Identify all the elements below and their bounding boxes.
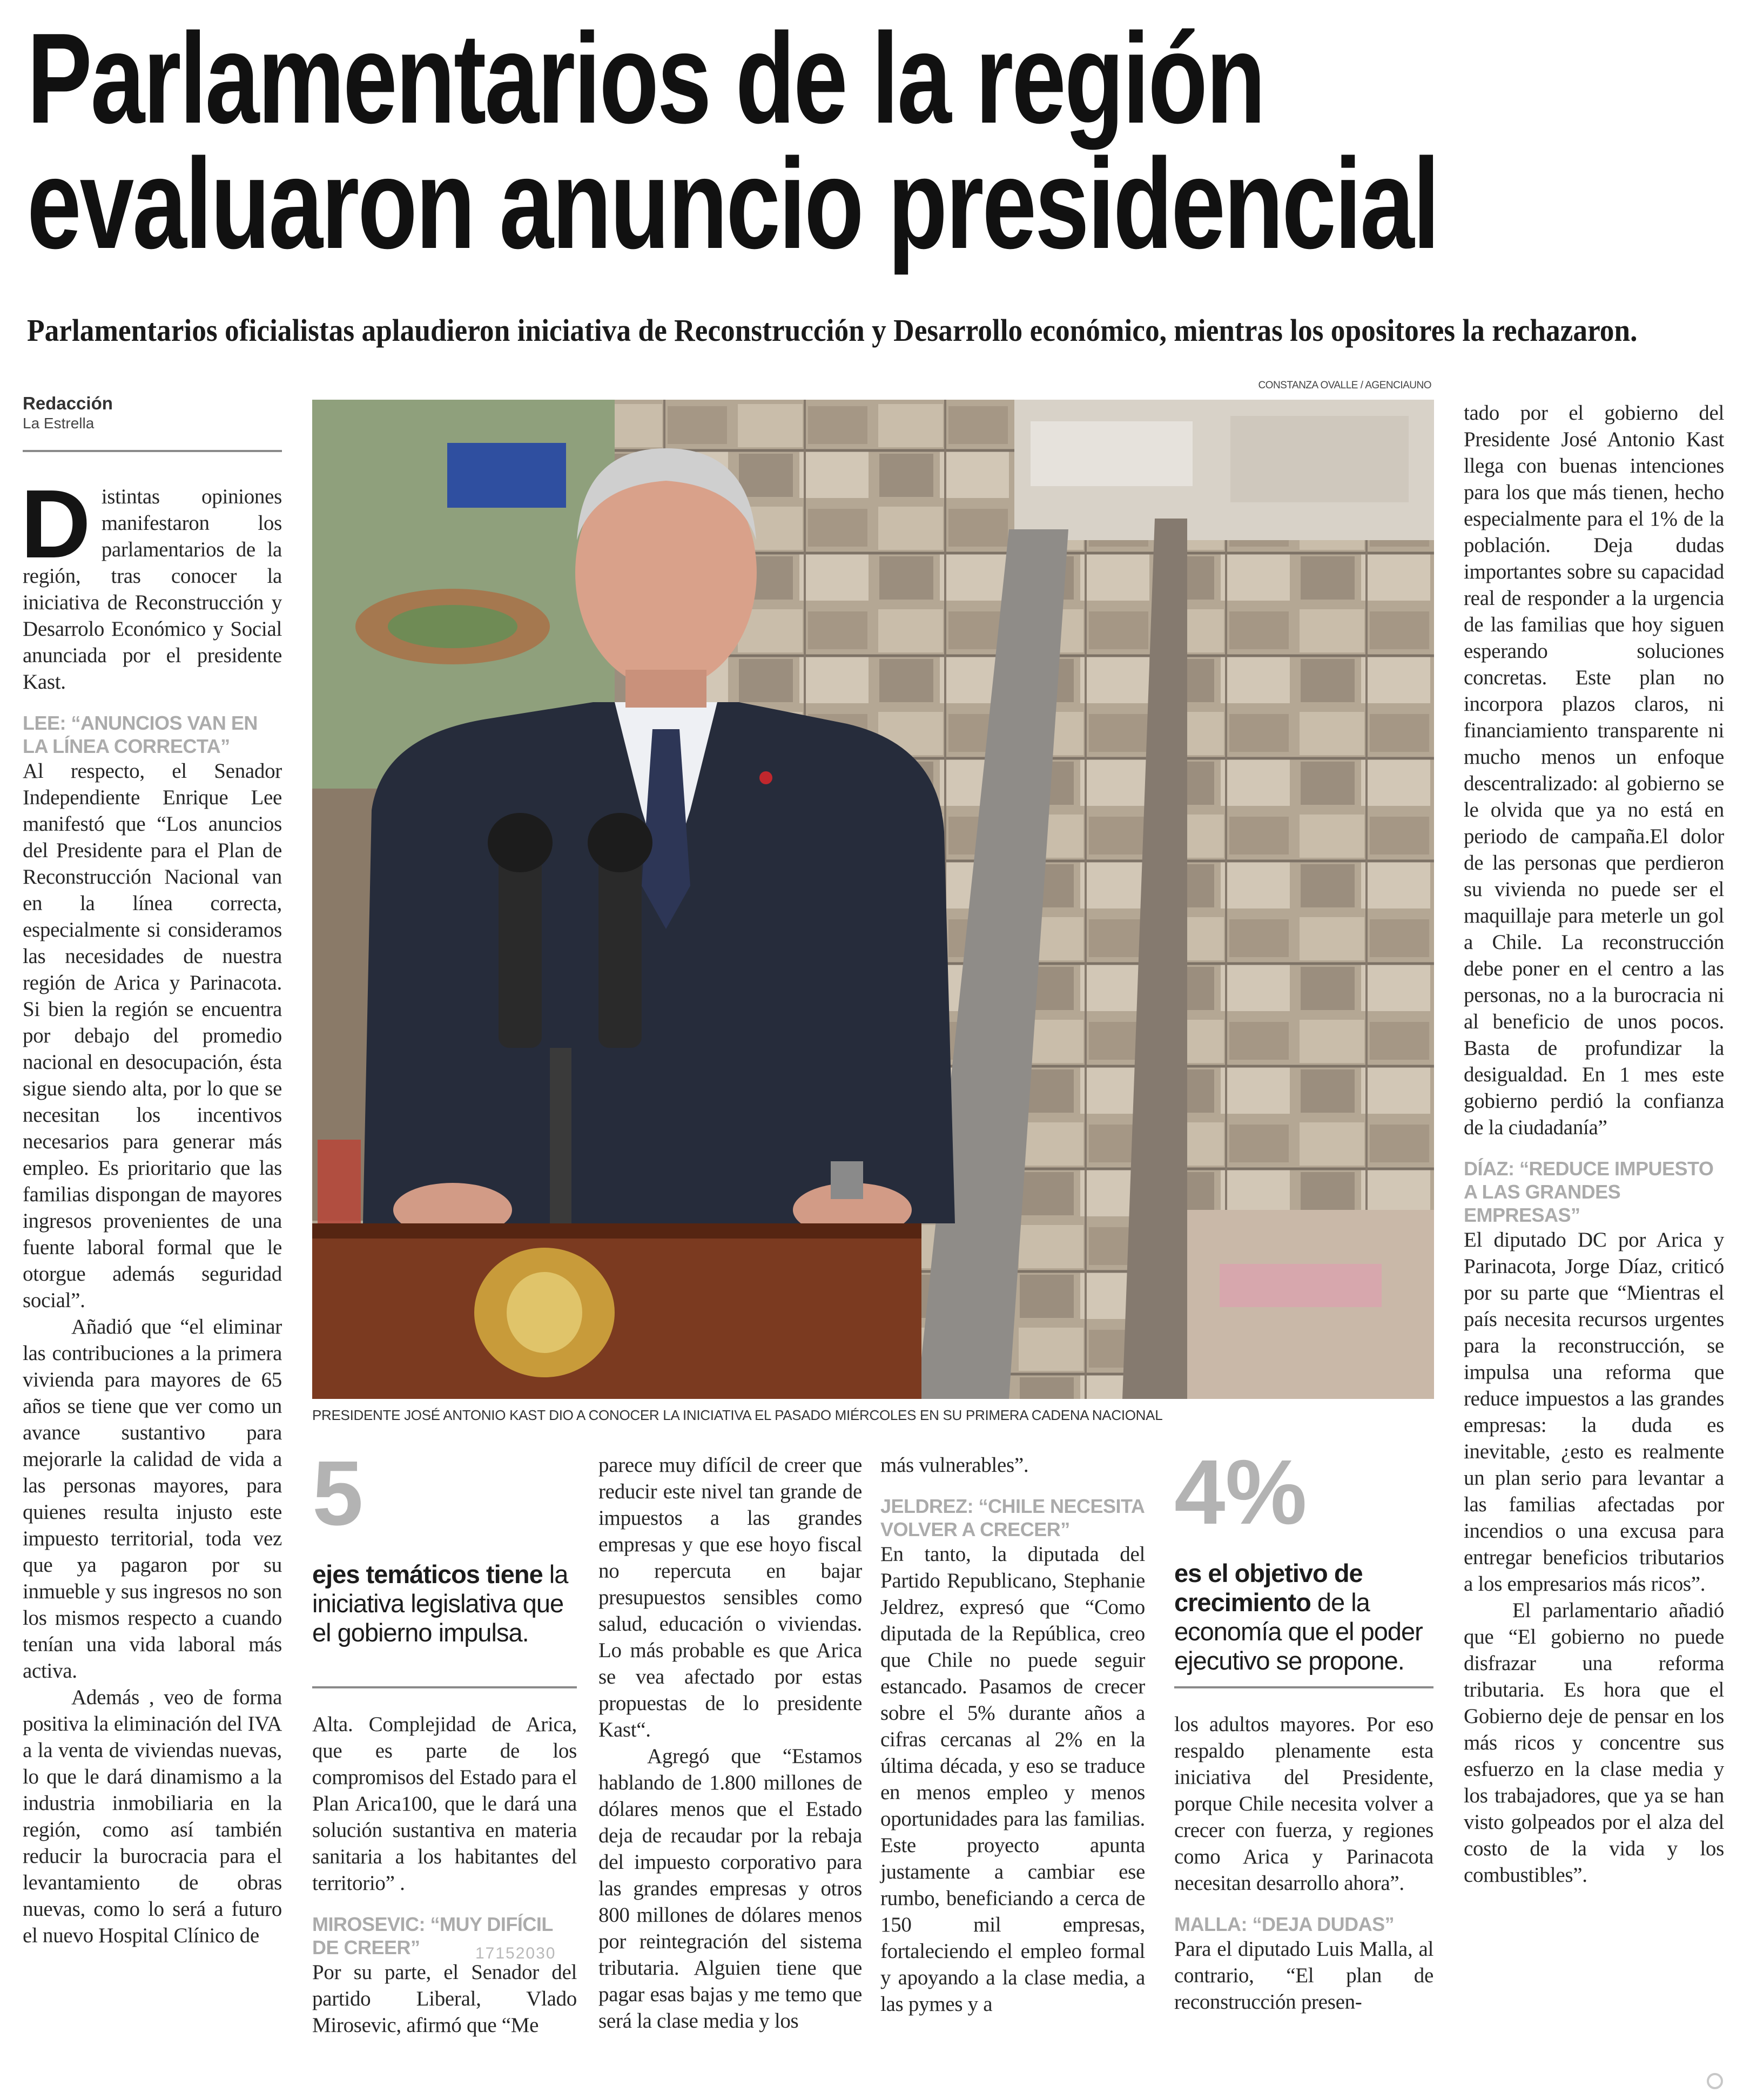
column-3 [598, 1452, 862, 2034]
factbox-rest: la iniciativa legislativa que el gobierno impulsa. [312, 1560, 568, 1647]
intro-paragraph [21, 470, 282, 695]
article-photo [312, 400, 1434, 1399]
column-2 [312, 1711, 577, 2038]
paragraph: Agregó que “Estamos hablando de 1.800 millones de dólares menos que el Estado deja de recaudar por la rebaja del impuesto corporativo para las grandes empresas y otros 800 millones de dólares menos por reintegración del sistema tributaria. Alguien tiene que pagar esas bajas y me temo que será la clase media y los [598, 1745, 862, 2032]
paragraph: Para el diputado Luis Malla, al contrario, “El plan de reconstrucción presen- [1174, 1937, 1433, 2014]
paragraph: Por su parte, el Senador del partido Liberal, Vlado Mirosevic, afirmó que “Me [312, 1961, 577, 2037]
byline-author: Redacción [23, 393, 113, 413]
photo-credit: CONSTANZA OVALLE / AGENCIAUNO [1258, 380, 1431, 391]
factbox-text [312, 1560, 577, 1647]
paragraph: El parlamentario añadió que “El gobierno no puede disfrazar una reforma tributaria. Es hora que el Gobierno deje de pensar en los más ricos y concentre sus esfuerzo en la clase media y los trabajadores, que ya se han visto golpeados por el alza del costo de la vida y los combustibles”. [1464, 1599, 1724, 1887]
paragraph: los adultos mayores. Por eso respaldo plenamente esta iniciativa del Presidente, porque Chile necesita volver a crecer con fuerza, y regiones como Arica y Parinacota necesitan desarrollo ahora”. [1174, 1713, 1433, 1895]
headline [27, 7, 1438, 275]
big-number: 5 [312, 1442, 364, 1545]
subheading-diaz: DÍAZ: “REDUCE IMPUESTO A LAS GRANDES EMPRESAS” [1464, 1157, 1714, 1226]
factbox-bold: ejes temáticos tiene [312, 1560, 543, 1589]
paragraph: Al respecto, el Senador Independiente Enrique Lee manifestó que “Los anuncios del Presidente para el Plan de Reconstrucción Nacional van en la línea correcta, especialmente si consideramos las necesidades de nuestra región de Arica y Parinacota. Si bien la región se encuentra por debajo del promedio nacional en desocupación, ésta sigue siendo alta, por lo que se necesitan los incentivos necesarios para generar más empleo. Es prioritario que las familias dispongan de mayores ingresos provenientes de una fuente laboral formal que le otorgue además seguridad social”. [23, 759, 282, 1312]
subtitle: Parlamentarios oficialistas aplaudieron iniciativa de Reconstrucción y Desarrollo económico, mientras los opositores la rechazaron. [27, 313, 1638, 348]
column-4 [880, 1452, 1145, 2017]
subheading-malla: MALLA: “DEJA DUDAS” [1174, 1913, 1395, 1935]
subheading-lee: LEE: “ANUNCIOS VAN EN LA LÍNEA CORRECTA” [23, 712, 258, 757]
headline-line-2: evaluaron anuncio presidencial [27, 132, 1438, 275]
paragraph: más vulnerables”. [880, 1453, 1029, 1477]
subheading-jeldrez: JELDREZ: “CHILE NECESITA VOLVER A CRECER” [880, 1495, 1145, 1540]
subheading-mirosevic: MIROSEVIC: “MUY DIFÍCIL DE CREER” [312, 1913, 553, 1958]
factbox-rest: de la economía que el poder ejecutivo se propone. [1174, 1588, 1423, 1675]
factbox-5 [312, 1442, 577, 1647]
factbox-divider [312, 1686, 577, 1688]
intro-text: istintas opiniones manifestaron los parlamentarios de la región, tras conocer la iniciativa de Reconstrucción y Desarrolo Económico y Social anunciada por el presidente Kast. [23, 485, 282, 694]
drop-cap: D [21, 470, 91, 578]
photo-caption: PRESIDENTE JOSÉ ANTONIO KAST DIO A CONOCER LA INICIATIVA EL PASADO MIÉRCOLES EN SU PRIMERA CADENA NACIONAL [312, 1407, 1163, 1423]
headline-line-1: Parlamentarios de la región [27, 7, 1264, 150]
photo-illustration [312, 400, 1434, 1399]
column-1 [21, 470, 282, 1949]
paragraph: Alta. Complejidad de Arica, que es parte de los compromisos del Estado para el Plan Arica100, que le dará una solución sustantiva en materia sanitaria a los habitantes del territorio” . [312, 1713, 577, 1895]
end-of-article-icon [1707, 2073, 1723, 2089]
big-number: 4% [1174, 1441, 1307, 1544]
factbox-4-percent [1174, 1441, 1433, 1675]
paragraph: Añadió que “el eliminar las contribuciones a la primera vivienda para mayores de 65 años se tiene que ver como un avance sustantivo para mejorarle la calidad de vida a las personas mayores, para quienes resulta injusto este impuesto territorial, toda vez que ya pagaron por su inmueble y sus ingresos no son los mismos respecto a cuando tenían una vida laboral más activa. [23, 1315, 282, 1682]
byline [23, 393, 113, 432]
paragraph: El diputado DC por Arica y Parinacota, Jorge Díaz, criticó por su parte que “Mientras el país necesita recursos urgentes para la reconstrucción, se impulsa una reforma que reduce impuestos a las grandes empresas: la duda es inevitable, ¿esto es realmente un plan serio para levantar a las familias afectadas por incendios o una excusa para entregar beneficios tributarios a los empresarios más ricos”. [1464, 1228, 1724, 1596]
byline-outlet: La Estrella [23, 415, 95, 432]
factbox-divider [1174, 1686, 1433, 1688]
factbox-text [1174, 1559, 1433, 1675]
column-5 [1174, 1711, 1433, 2015]
watermark-code: 17152030 [475, 1944, 556, 1962]
paragraph: En tanto, la diputada del Partido Republicano, Stephanie Jeldrez, expresó que “Como diputada de la República, creo que Chile no puede seguir estancado. Pasamos de crecer sobre el 5% durante años a cifras cercanas al 2% en la última década, y eso se traduce en menos empleo y menos oportunidades para las familias. Este proyecto apunta justamente a cambiar ese rumbo, beneficiando a cerca de 150 mil empresas, fortaleciendo el empleo formal y apoyando a la clase media, a las pymes y a [880, 1543, 1145, 2016]
factbox-bold: es el objetivo de crecimiento [1174, 1559, 1363, 1617]
paragraph: tado por el gobierno del Presidente José Antonio Kast llega con buenas intenciones para los que más tienen, hecho especialmente para el 1% de la población. Deja dudas importantes sobre su capacidad real de responder a la urgencia de las familias que hoy siguen esperando soluciones concretas. Este plan no incorpora plazos claros, ni financiamiento transparente ni mucho menos un enfoque descentralizado: al gobierno se le olvida que ya no está en periodo de campaña.El dolor de las personas que perdieron su vivienda no puede ser el maquillaje para meterle un gol a Chile. La reconstrucción debe poner en el centro a las personas, no a la burocracia ni al beneficio de unos pocos. Basta de profundizar la desigualdad. En 1 mes este gobierno perdió la confianza de la ciudadanía” [1464, 401, 1724, 1139]
byline-divider [23, 450, 282, 452]
paragraph: parece muy difícil de creer que reducir este nivel tan grande de impuestos a las grandes empresas y que ese hoyo fiscal no repercuta en bajar presupuestos sensibles como salud, educación o viviendas. Lo más probable es que Arica se vea afectado por estas propuestas de lo presidente Kast“. [598, 1453, 862, 1741]
paragraph: Además , veo de forma positiva la eliminación del IVA a la venta de viviendas nuevas, lo que le dará dinamismo a la industria inmobiliaria en la región, como así también reducir la burocracia para el levantamiento de obras nuevas, como lo será a futuro el nuevo Hospital Clínico de [23, 1686, 282, 1947]
column-6 [1464, 400, 1724, 1888]
